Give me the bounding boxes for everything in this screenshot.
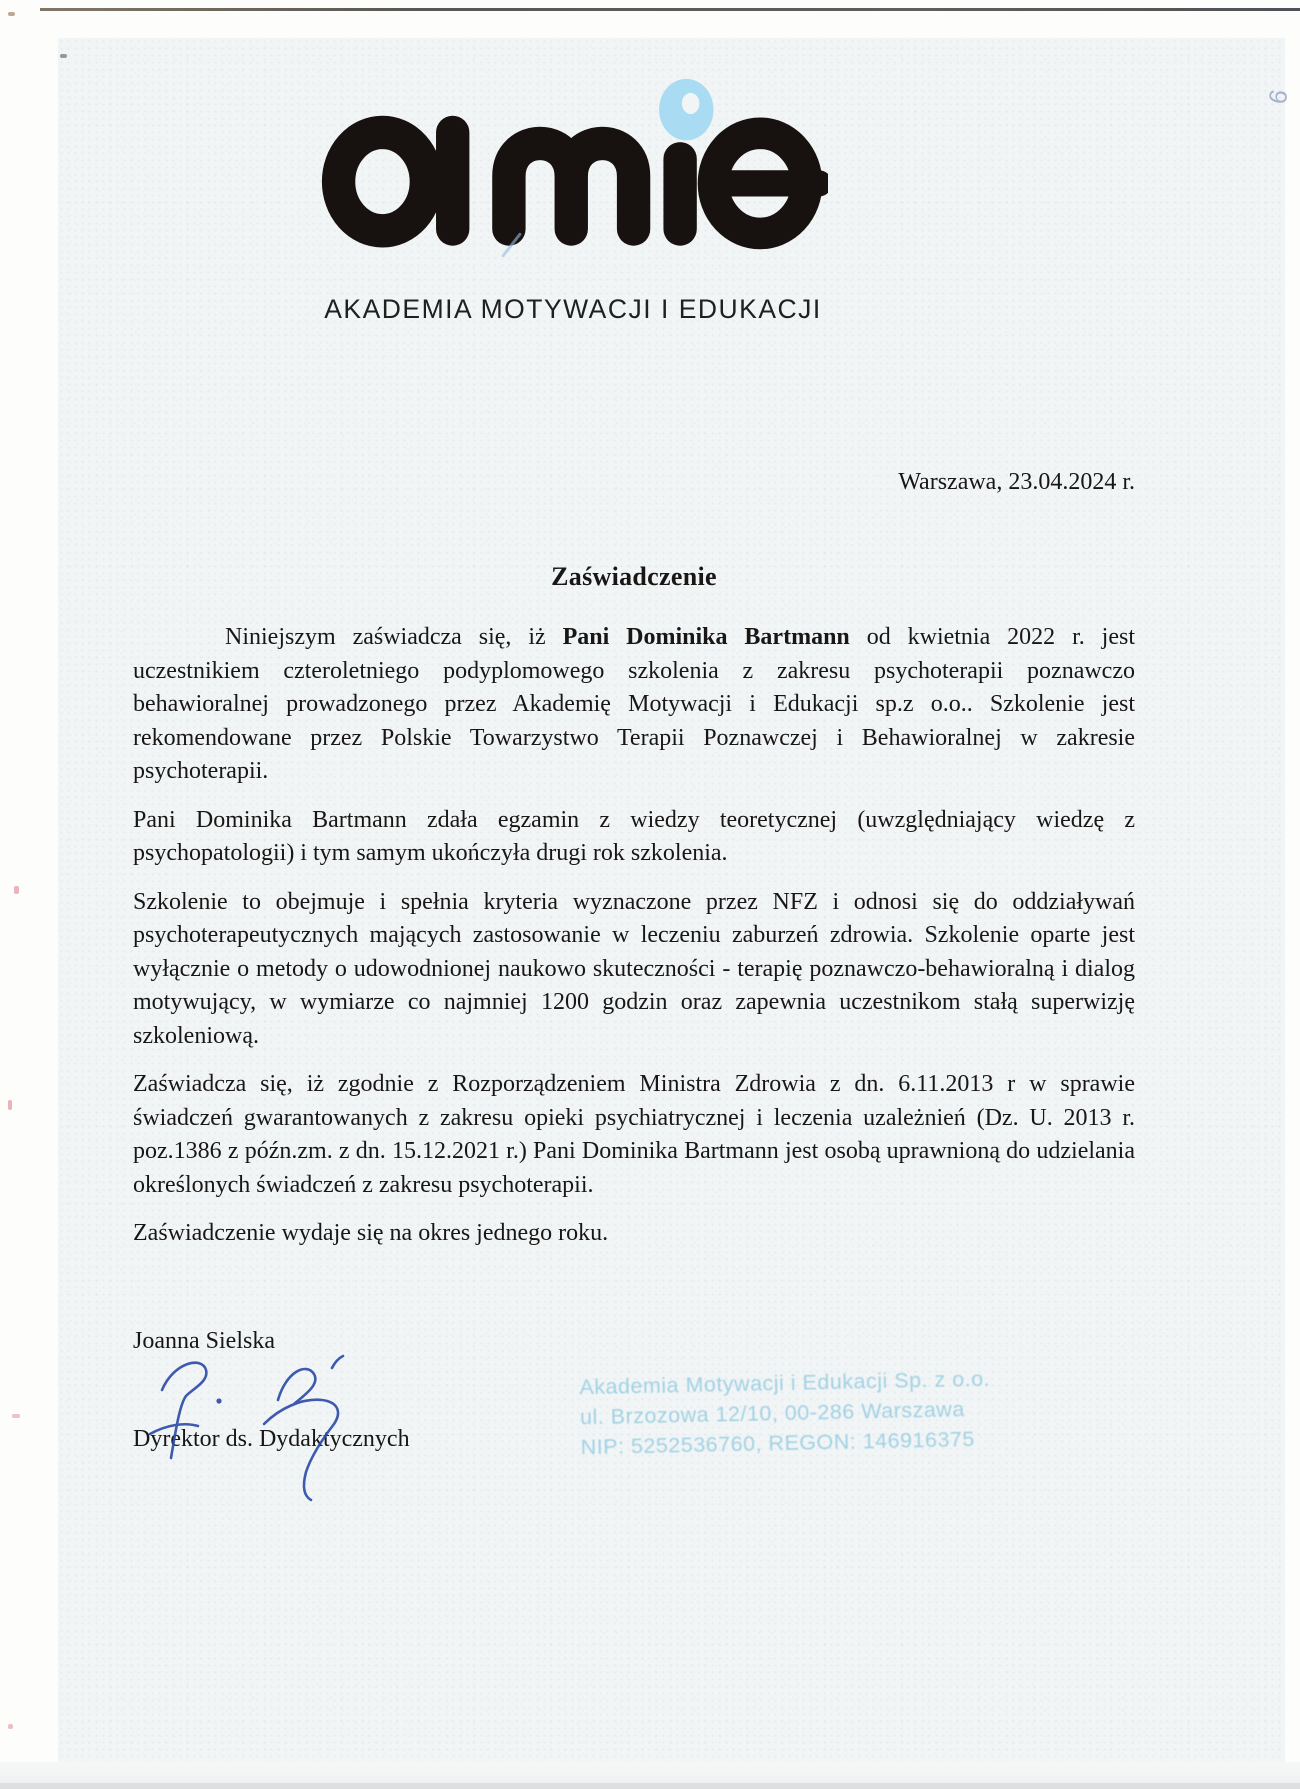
paragraph-1-rest: od kwietnia 2022 r. jest uczestnikiem czteroletniego podyplomowego szkolenia z zakresu psychoterapii poznawczo behawioralnej prowadzonego przez Akademię Motywacji i Edukacji sp.z o.o.. Szkolenie jest rekomendowane przez Polskie Towarzystwo Terapii Poznawczej i Behawioralnej w zakresie psychoterapii. [133, 624, 1136, 784]
paragraph-5: Zaświadczenie wydaje się na okres jednego roku. [133, 1220, 609, 1246]
date-line: Warszawa, 23.04.2024 r. [898, 469, 1135, 495]
scanned-document-page [58, 38, 1293, 1762]
paragraph-2: Pani Dominika Bartmann zdała egzamin z wiedzy teoretycznej (uwzględniający wiedzę z psychopatologii) i tym samym ukończyła drugi rok szkolenia. [133, 806, 1135, 866]
recipient-name: Pani Dominika Bartmann [562, 624, 850, 650]
scan-speck [8, 12, 15, 16]
scan-speck [14, 886, 19, 894]
stamp-address-line: ul. Brzozowa 12/10, 00-286 Warszawa [579, 1397, 965, 1430]
paragraph-1 [133, 621, 1135, 789]
stamp-nip-regon-line: NIP: 5252536760, REGON: 146916375 [580, 1427, 976, 1460]
paragraph-3: Szkolenie to obejmuje i spełnia kryteria wyznaczone przez NFZ i odnosi się do oddziaływań psychoterapeutycznych mających zastosowanie w leczeniu zaburzeń zdrowia. Szkolenie oparte jest wyłącznie o metody o udowodnionej naukowo skuteczności - terapię poznawczo-behawioralną i dialog motywujący, w wymiarze co najmniej 1200 godzin oraz zapewnia uczestnikom stałą superwizję szkoleniową. [133, 888, 1135, 1049]
pencil-corner-mark: 9 [1262, 87, 1293, 106]
scan-speck [12, 1414, 20, 1418]
scan-speck [8, 1100, 12, 1110]
signer-role: Dyrektor ds. Dydaktycznych [133, 1426, 410, 1452]
stamp-company-line: Akademia Motywacji i Edukacji Sp. z o.o. [579, 1366, 991, 1400]
paragraph-4: Zaświadcza się, iż zgodnie z Rozporządzeniem Ministra Zdrowia z dn. 6.11.2013 r w sprawie świadczeń gwarantowanych z zakresu opieki psychiatrycznej i leczenia uzależnień (Dz. U. 2013 r. poz.1386 z późn.zm. z dn. 15.12.2021 r.) Pani Dominika Bartmann jest osobą uprawnioną do udzielania określonych świadczeń z zakresu psychoterapii. [133, 1071, 1135, 1198]
logo-subtitle: AKADEMIA MOTYWACJI I EDUKACJI [324, 294, 822, 324]
signer-name: Joanna Sielska [133, 1328, 275, 1354]
paragraph-1-lead: Niniejszym zaświadcza się, iż [225, 624, 563, 650]
company-stamp [579, 1364, 992, 1463]
scanner-edge-line [40, 8, 1300, 11]
document-title: Zaświadczenie [551, 561, 717, 591]
logo-block [263, 78, 883, 325]
scan-speck [60, 54, 67, 58]
letter-body [133, 466, 1135, 1251]
scan-speck [8, 1724, 13, 1729]
handwritten-signature [140, 1338, 390, 1503]
amie-logo-icon [318, 78, 828, 258]
scan-bottom-smudge [0, 1783, 1300, 1789]
